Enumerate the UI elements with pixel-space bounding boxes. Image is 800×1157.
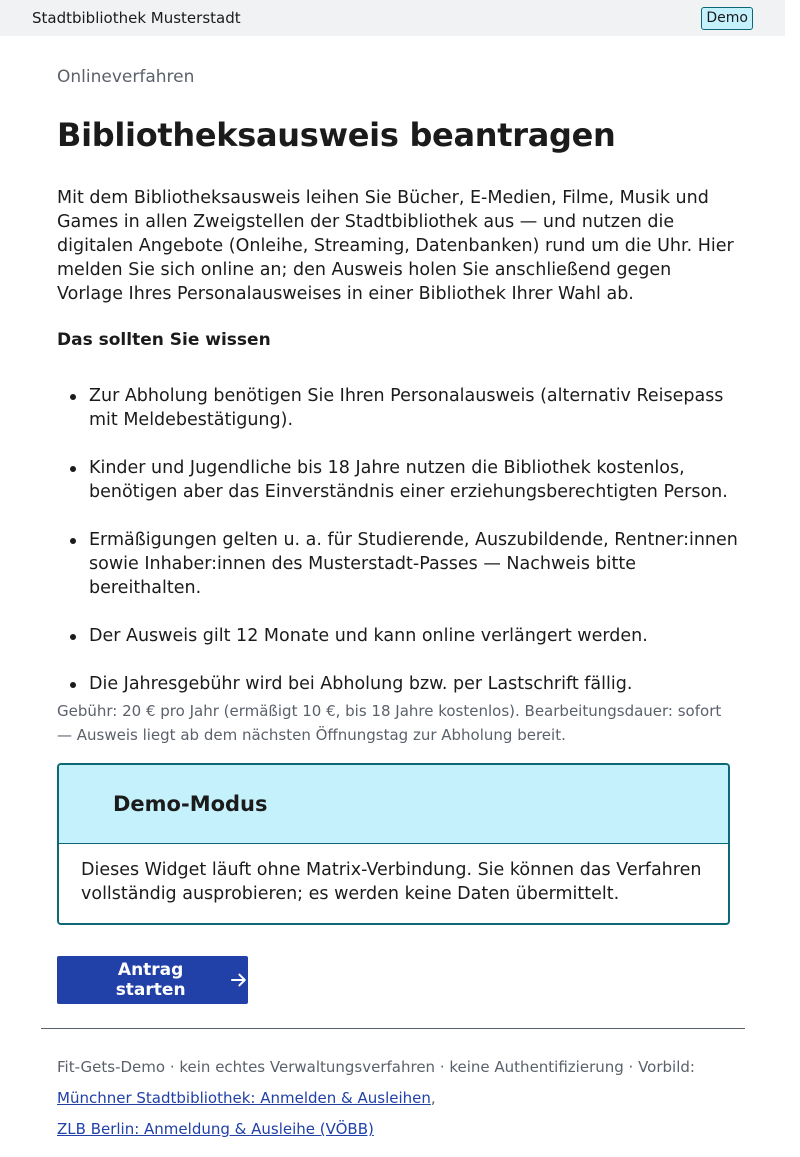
footer-link-muenchen[interactable]: Münchner Stadtbibliothek: Anmelden & Ausleihen	[57, 1089, 431, 1107]
fee-note: Gebühr: 20 € pro Jahr (ermäßigt 10 €, bis 18 Jahre kostenlos). Bearbeitungsdauer: sofort — Ausweis liegt ab dem nächsten Öffnungstag zur Abholung bereit.	[57, 702, 722, 744]
eyebrow-label: Onlineverfahren	[57, 67, 195, 87]
alert-body: Dieses Widget läuft ohne Matrix-Verbindung. Sie können das Verfahren vollständig ausprobieren; es werden keine Daten übermittelt.	[81, 860, 702, 904]
list-item: Der Ausweis gilt 12 Monate und kann online verlängert werden.	[89, 624, 739, 648]
footer	[57, 1052, 747, 1145]
demo-mode-alert	[57, 763, 730, 925]
facts-heading: Das sollten Sie wissen	[57, 330, 271, 350]
list-item: Die Jahresgebühr wird bei Abholung bzw. per Lastschrift fällig.	[89, 672, 739, 696]
footer-separator: ,	[430, 1089, 436, 1107]
list-item: Ermäßigungen gelten u. a. für Studierende, Auszubildende, Rentner:innen sowie Inhaber:innen des Musterstadt-Passes — Nachweis bitte bereithalten.	[89, 530, 738, 598]
arrow-right-icon	[230, 971, 248, 989]
start-application-button[interactable]	[57, 956, 248, 1004]
footer-text: Fit-Gets-Demo · kein echtes Verwaltungsverfahren · keine Authentifizierung · Vorbild:	[57, 1058, 695, 1076]
footer-link-zlb-berlin[interactable]: ZLB Berlin: Anmeldung & Ausleihe (VÖBB)	[57, 1120, 374, 1138]
top-bar	[0, 0, 785, 36]
start-button-label: Antrag starten	[115, 960, 186, 1000]
list-item: Zur Abholung benötigen Sie Ihren Personalausweis (alternativ Reisepass mit Meldebestätigung).	[89, 384, 739, 432]
intro-paragraph: Mit dem Bibliotheksausweis leihen Sie Bücher, E-Medien, Filme, Musik und Games in allen Zweigstellen der Stadtbibliothek aus — und nutzen die digitalen Angebote (Onleihe, Streaming, Datenbanken) rund um die Uhr. Hier melden Sie sich online an; den Ausweis holen Sie anschließend gegen Vorlage Ihres Personalausweises in einer Bibliothek Ihrer Wahl ab.	[57, 188, 734, 304]
site-brand: Stadtbibliothek Musterstadt	[32, 9, 241, 27]
alert-title: Demo-Modus	[113, 792, 268, 816]
page-title: Bibliotheksausweis beantragen	[57, 116, 616, 154]
alert-header	[59, 765, 728, 844]
list-item: Kinder und Jugendliche bis 18 Jahre nutzen die Bibliothek kostenlos, benötigen aber das Einverständnis einer erziehungsberechtigten Person.	[89, 456, 739, 504]
demo-badge: Demo	[701, 7, 753, 30]
facts-list	[89, 384, 739, 720]
footer-divider	[41, 1028, 745, 1029]
